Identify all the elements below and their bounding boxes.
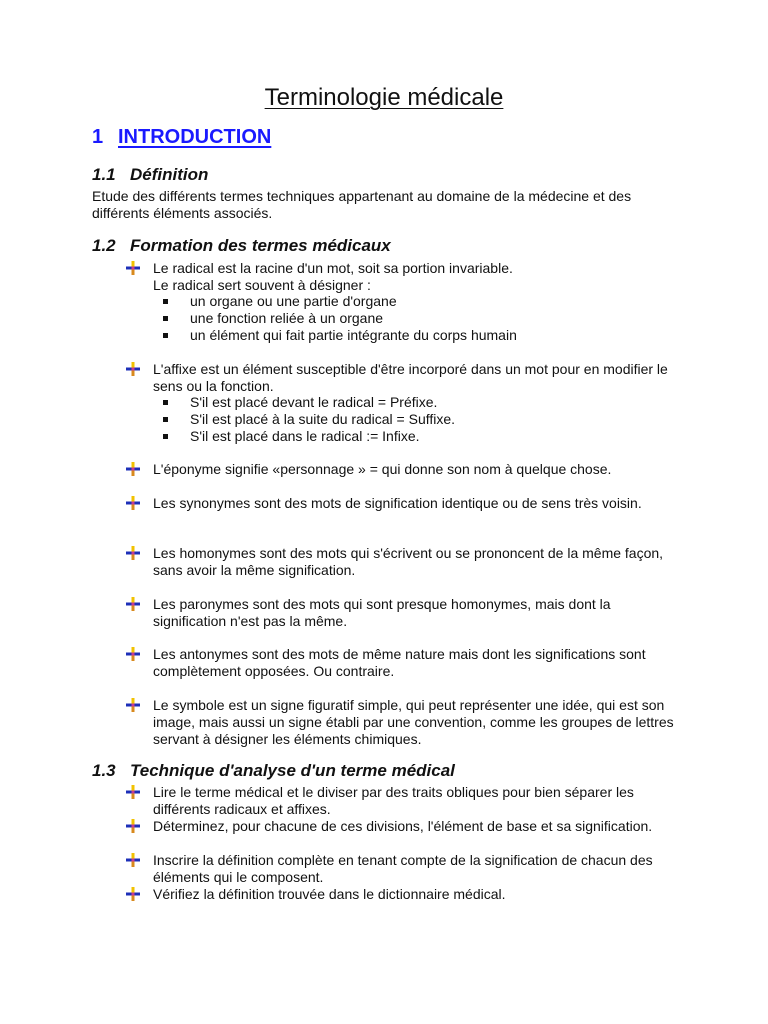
sub-list-item-text: S'il est placé devant le radical = Préfixe. bbox=[190, 394, 438, 410]
section-heading-introduction bbox=[92, 126, 271, 149]
four-point-star-bullet-icon bbox=[126, 647, 140, 661]
four-point-star-bullet-icon bbox=[126, 261, 140, 275]
section-number: 1 bbox=[92, 126, 104, 148]
square-bullet-icon bbox=[163, 333, 168, 338]
four-point-star-bullet-icon bbox=[126, 887, 140, 901]
subsection-number: 1.1 bbox=[92, 165, 116, 184]
list-item-text: Le radical sert souvent à désigner : bbox=[153, 277, 371, 293]
four-point-star-bullet-icon bbox=[126, 698, 140, 712]
list-item-text: L'affixe est un élément susceptible d'être incorporé dans un mot pour en modifier le sens ou la fonction. bbox=[153, 361, 668, 394]
list-item-text: Vérifiez la définition trouvée dans le dictionnaire médical. bbox=[153, 886, 506, 902]
square-bullet-icon bbox=[163, 316, 168, 321]
sub-list-item-text: S'il est placé dans le radical := Infixe. bbox=[190, 428, 420, 444]
subsection-title: Définition bbox=[130, 165, 209, 184]
square-bullet-icon bbox=[163, 434, 168, 439]
square-bullet-icon bbox=[163, 299, 168, 304]
subsection-title: Formation des termes médicaux bbox=[130, 236, 391, 255]
list-item-text: Inscrire la définition complète en tenant compte de la signification de chacun des éléments qui le composent. bbox=[153, 852, 653, 885]
sub-list-item-text: une fonction reliée à un organe bbox=[190, 310, 384, 326]
four-point-star-bullet-icon bbox=[126, 853, 140, 867]
square-bullet-icon bbox=[163, 400, 168, 405]
list-item-text: Les synonymes sont des mots de signification identique ou de sens très voisin. bbox=[153, 495, 642, 511]
list-item-text: L'éponyme signifie «personnage » = qui donne son nom à quelque chose. bbox=[153, 461, 612, 477]
subsection-number: 1.2 bbox=[92, 236, 116, 255]
four-point-star-bullet-icon bbox=[126, 546, 140, 560]
sub-list-item-text: un organe ou une partie d'organe bbox=[190, 293, 397, 309]
list-item-text: Les homonymes sont des mots qui s'écrivent ou se prononcent de la même façon, sans avoir la même signification. bbox=[153, 545, 664, 578]
list-item-text: Les paronymes sont des mots qui sont presque homonymes, mais dont la signification n'est pas la même. bbox=[153, 596, 611, 629]
subsection-title: Technique d'analyse d'un terme médical bbox=[130, 761, 455, 780]
four-point-star-bullet-icon bbox=[126, 597, 140, 611]
four-point-star-bullet-icon bbox=[126, 362, 140, 376]
list-item-text: Lire le terme médical et le diviser par des traits obliques pour bien séparer les différents radicaux et affixes. bbox=[153, 784, 634, 817]
sub-list-item-text: un élément qui fait partie intégrante du corps humain bbox=[190, 327, 517, 343]
list-item-text: Le radical est la racine d'un mot, soit sa portion invariable. bbox=[153, 260, 513, 276]
sub-list-item-text: S'il est placé à la suite du radical = Suffixe. bbox=[190, 411, 456, 427]
list-item-text: Le symbole est un signe figuratif simple, qui peut représenter une idée, qui est son image, mais aussi un signe établi par une convention, comme les groupes de lettres servant à désigner les éléments chimiques. bbox=[153, 697, 674, 747]
section-title: INTRODUCTION bbox=[118, 126, 272, 148]
square-bullet-icon bbox=[163, 417, 168, 422]
subsection-number: 1.3 bbox=[92, 761, 116, 780]
four-point-star-bullet-icon bbox=[126, 785, 140, 799]
document-title: Terminologie médicale bbox=[264, 84, 504, 111]
subsection-heading-formation bbox=[92, 236, 391, 256]
four-point-star-bullet-icon bbox=[126, 496, 140, 510]
subsection-heading-technique bbox=[92, 761, 455, 781]
four-point-star-bullet-icon bbox=[126, 462, 140, 476]
four-point-star-bullet-icon bbox=[126, 819, 140, 833]
subsection-heading-definition bbox=[92, 165, 208, 185]
definition-paragraph: Etude des différents termes techniques appartenant au domaine de la médecine et des différents éléments associés. bbox=[92, 188, 632, 221]
list-item-text: Les antonymes sont des mots de même nature mais dont les significations sont complètement opposées. Ou contraire. bbox=[153, 646, 646, 679]
list-item-text: Déterminez, pour chacune de ces divisions, l'élément de base et sa signification. bbox=[153, 818, 653, 834]
